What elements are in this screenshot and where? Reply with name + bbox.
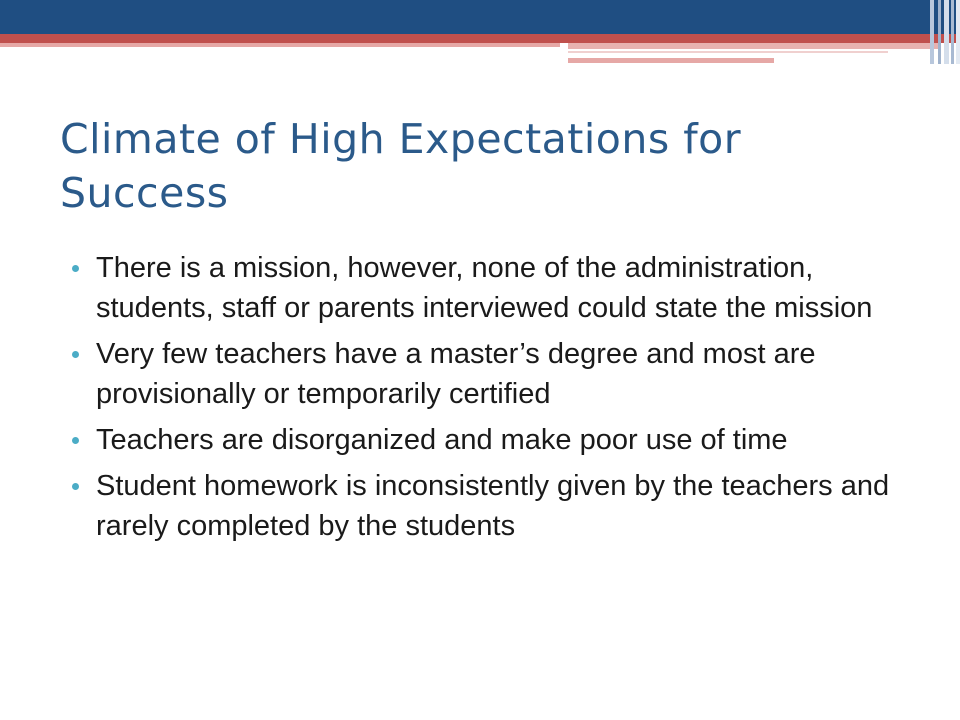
- bullet-dot-icon: [72, 265, 79, 272]
- bullet-text: Teachers are disorganized and make poor use of time: [96, 424, 788, 456]
- bullet-list: [72, 248, 912, 552]
- header-band-red: [0, 34, 960, 43]
- bullet-dot-icon: [72, 437, 79, 444]
- slide-title: Climate of High Expectations for Success: [60, 115, 742, 217]
- header-stripe: [956, 0, 960, 64]
- bullet-text: Student homework is inconsistently given by the teachers and rarely completed by the students: [96, 470, 890, 542]
- bullet-item: [72, 334, 912, 414]
- header-accent-line: [0, 43, 560, 47]
- header-accent-line: [568, 58, 774, 63]
- bullet-item: [72, 420, 912, 460]
- header-band-blue: [0, 0, 960, 34]
- bullet-text: There is a mission, however, none of the administration, students, staff or parents interviewed could state the mission: [96, 252, 873, 324]
- header-stripe: [951, 0, 954, 64]
- header-stripe: [930, 0, 934, 64]
- bullet-text: Very few teachers have a master’s degree and most are provisionally or temporarily certified: [96, 338, 816, 410]
- header-stripe: [944, 0, 949, 64]
- bullet-item: [72, 466, 912, 546]
- header-accent-line: [568, 43, 938, 49]
- header-accent-line: [568, 51, 888, 53]
- header-stripe: [938, 0, 941, 64]
- bullet-dot-icon: [72, 483, 79, 490]
- bullet-dot-icon: [72, 351, 79, 358]
- bullet-item: [72, 248, 912, 328]
